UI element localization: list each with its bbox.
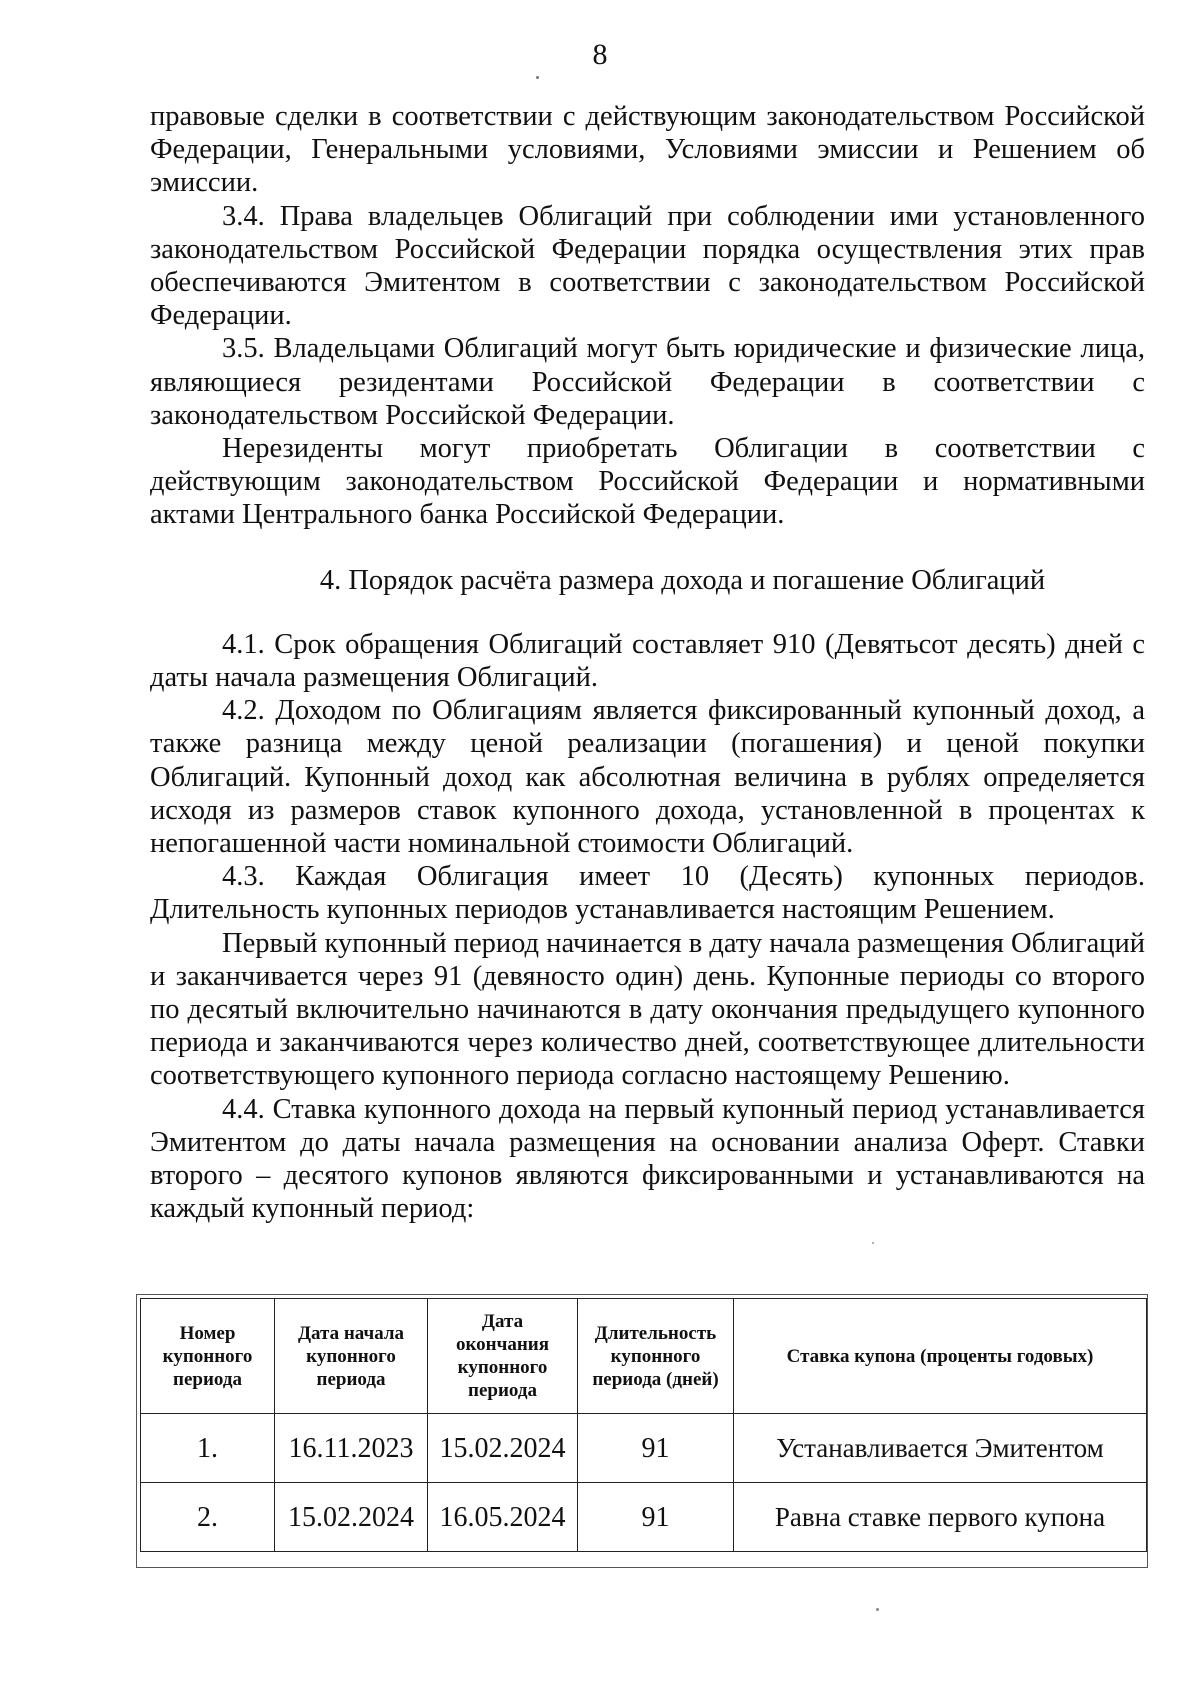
scan-dot [536, 76, 539, 79]
header-rate: Ставка купона (проценты годовых) [734, 1299, 1147, 1414]
cell-rate: Равна ставке первого купона [734, 1483, 1147, 1552]
paragraph-first-period: Первый купонный период начинается в дату начала размещения Облигаций и заканчивается через 91 (девяносто один) день. Купонные периоды со второго по десятый включительно начинаются в дату окончания предыдущего купонного периода и заканчиваются через количество дней, соответствующее длительности соответствующего купонного периода согласно настоящему Решению. [150, 927, 1145, 1092]
paragraph-4-2: 4.2. Доходом по Облигациям является фиксированный купонный доход, а также разница между ценой реализации (погашения) и ценой покупки Облигаций. Купонный доход как абсолютная величина в рублях определяется исходя из размеров ставок купонного дохода, установленной в процентах к непогашенной части номинальной стоимости Облигаций. [150, 695, 1145, 860]
paragraph-3-4: 3.4. Права владельцев Облигаций при соблюдении ими установленного законодательством Российской Федерации порядка осуществления этих прав обеспечиваются Эмитентом в соответствии с законодательством Российской Федерации. [150, 200, 1145, 332]
document-body [150, 100, 1145, 1226]
cell-rate: Устанавливается Эмитентом [734, 1414, 1147, 1483]
header-start: Дата начала купонного периода [275, 1299, 428, 1414]
table-header-row [141, 1299, 1147, 1414]
scan-dot [876, 1608, 879, 1611]
paragraph: правовые сделки в соответствии с действующим законодательством Российской Федерации, Генеральными условиями, Условиями эмиссии и Решением об эмиссии. [150, 101, 1145, 199]
header-number: Номер купонного периода [141, 1299, 275, 1414]
paragraph-4-3: 4.3. Каждая Облигация имеет 10 (Десять) купонных периодов. Длительность купонных периодов устанавливается настоящим Решением. [150, 861, 1145, 926]
header-end: Дата окончания купонного периода [428, 1299, 578, 1414]
scan-dot [872, 1242, 874, 1244]
table-row [141, 1414, 1147, 1483]
paragraph-3-5: 3.5. Владельцами Облигаций могут быть юридические и физические лица, являющиеся резидентами Российской Федерации в соответствии с законодательством Российской Федерации. [150, 333, 1145, 431]
cell-end: 15.02.2024 [428, 1414, 578, 1483]
cell-start: 16.11.2023 [275, 1414, 428, 1483]
cell-number: 1. [141, 1414, 275, 1483]
coupon-table [140, 1298, 1147, 1552]
paragraph-4-1: 4.1. Срок обращения Облигаций составляет 910 (Девятьсот десять) дней с даты начала размещения Облигаций. [150, 628, 1145, 694]
cell-start: 15.02.2024 [275, 1483, 428, 1552]
cell-duration: 91 [578, 1483, 734, 1552]
cell-end: 16.05.2024 [428, 1483, 578, 1552]
cell-number: 2. [141, 1483, 275, 1552]
page-number: 8 [592, 38, 608, 71]
paragraph-4-4: 4.4. Ставка купонного дохода на первый купонный период устанавливается Эмитентом до даты начала размещения на основании анализа Оферт. Ставки второго – десятого купонов являются фиксированными и устанавливаются на каждый купонный период: [150, 1093, 1145, 1225]
section-title: 4. Порядок расчёта размера дохода и погашение Облигаций [319, 564, 1046, 596]
paragraph-nonresidents: Нерезиденты могут приобретать Облигации в соответствии с действующим законодательством Российской Федерации и нормативными актами Центрального банка Российской Федерации. [150, 433, 1145, 531]
header-duration: Длительность купонного периода (дней) [578, 1299, 734, 1414]
table-row [141, 1483, 1147, 1552]
cell-duration: 91 [578, 1414, 734, 1483]
